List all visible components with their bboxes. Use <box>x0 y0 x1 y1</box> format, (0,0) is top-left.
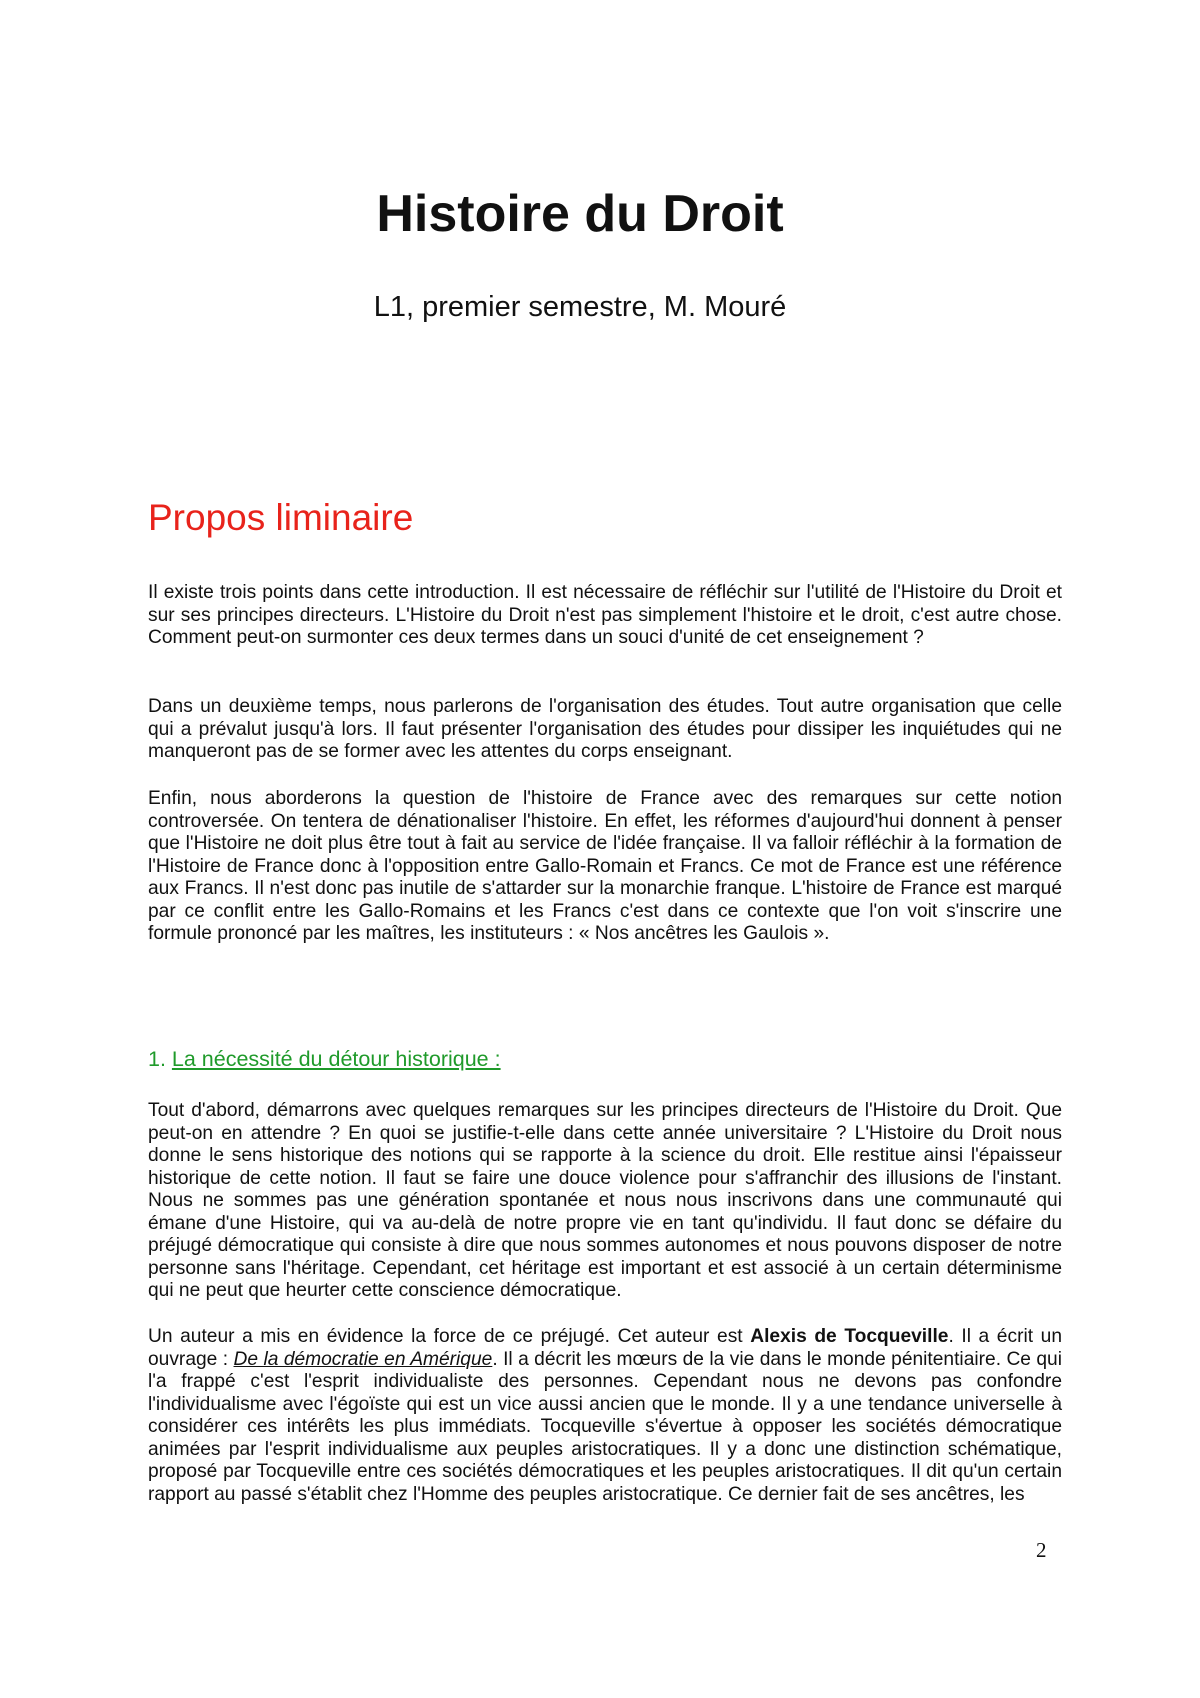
text-run: Un auteur a mis en évidence la force de ce préjugé. Cet auteur est <box>148 1326 751 1347</box>
book-title: De la démocratie en Amérique <box>233 1348 493 1370</box>
subsection-heading <box>148 1046 501 1072</box>
page-number: 2 <box>1036 1538 1047 1562</box>
section-heading: Propos liminaire <box>148 497 414 538</box>
text-run: . Il a décrit les mœurs de la vie dans le monde pénitentiaire. Ce qui l'a frappé c'est l'esprit individualiste des personnes. Cependant nous ne devons pas confondre l'individualisme avec l'égoïste qui est un vice aussi ancien que le monde. Il y a une tendance universelle à considérer ces intérêts les plus immédiats. Tocqueville s'évertue à opposer les sociétés démocratique animées par l'esprit individualisme aux peuples aristocratiques. Il y a donc une distinction schématique, proposé par Tocqueville entre ces sociétés démocratiques et les peuples aristocratiques. Il dit qu'un certain rapport au passé s'établit chez l'Homme des peuples aristocratique. Ce dernier fait de ses ancêtres, les <box>148 1348 1062 1505</box>
document-title: Histoire du Droit <box>376 185 784 243</box>
intro-paragraph-3 <box>148 788 1062 946</box>
paragraph-text: Enfin, nous aborderons la question de l'histoire de France avec des remarques sur cette notion controversée. On tentera de dénationaliser l'histoire. En effet, les réformes d'aujourd'hui donnent à penser que l'Histoire ne doit plus être tout à fait au service de l'idée française. Il va falloir réfléchir à la formation de l'Histoire de France donc à l'opposition entre Gallo-Romain et Francs. Ce mot de France est une référence aux Francs. Il n'est donc pas inutile de s'attarder sur la monarchie franque. L'histoire de France est marqué par ce conflit entre les Gallo-Romains et les Francs c'est dans ce contexte que l'on voit s'inscrire une formule prononcé par les maîtres, les instituteurs : « Nos ancêtres les Gaulois ». <box>148 788 1062 944</box>
paragraph-text <box>148 1326 1062 1506</box>
paragraph-text: Il existe trois points dans cette introduction. Il est nécessaire de réfléchir sur l'utilité de l'Histoire du Droit et sur ses principes directeurs. L'Histoire du Droit n'est pas simplement l'histoire et le droit, c'est autre chose. Comment peut-on surmonter ces deux termes dans un souci d'unité de cet enseignement ? <box>148 582 1062 648</box>
document-subtitle: L1, premier semestre, M. Mouré <box>373 291 787 323</box>
body-paragraph-1 <box>148 1100 1062 1303</box>
paragraph-text: Dans un deuxième temps, nous parlerons de l'organisation des études. Tout autre organisation que celle qui a prévalut jusqu'à lors. Il faut présenter l'organisation des études pour dissiper les inquiétudes qui ne manqueront pas de se former avec les attentes du corps enseignant. <box>148 696 1062 762</box>
paragraph-text: Tout d'abord, démarrons avec quelques remarques sur les principes directeurs de l'Histoire du Droit. Que peut-on en attendre ? En quoi se justifie-t-elle dans cette année universitaire ? L'Histoire du Droit nous donne le sens historique des notions qui se rapporte à la science du droit. Elle restitue ainsi l'épaisseur historique de cette notion. Il faut se faire une douce violence pour s'affranchir des illusions de l'instant. Nous ne sommes pas une génération spontanée et nous nous inscrivons dans une communauté qui émane d'une Histoire, qui va au-delà de notre propre vie en tant qu'individu. Il faut donc se défaire du préjugé démocratique qui consiste à dire que nous sommes autonomes et nous pouvons disposer de notre personne sans l'héritage. Cependant, cet héritage est important et est associé à un certain déterminisme qui ne peut que heurter cette conscience démocratique. <box>148 1100 1062 1301</box>
subsection-number: 1. <box>148 1047 172 1071</box>
text-run: . Il a écrit un ouvrage : <box>148 1326 1062 1370</box>
intro-paragraph-1 <box>148 582 1062 650</box>
subsection-title: La nécessité du détour historique : <box>171 1047 501 1071</box>
intro-paragraph-2 <box>148 696 1062 764</box>
body-paragraph-2 <box>148 1326 1062 1506</box>
author-name: Alexis de Tocqueville <box>750 1326 949 1347</box>
